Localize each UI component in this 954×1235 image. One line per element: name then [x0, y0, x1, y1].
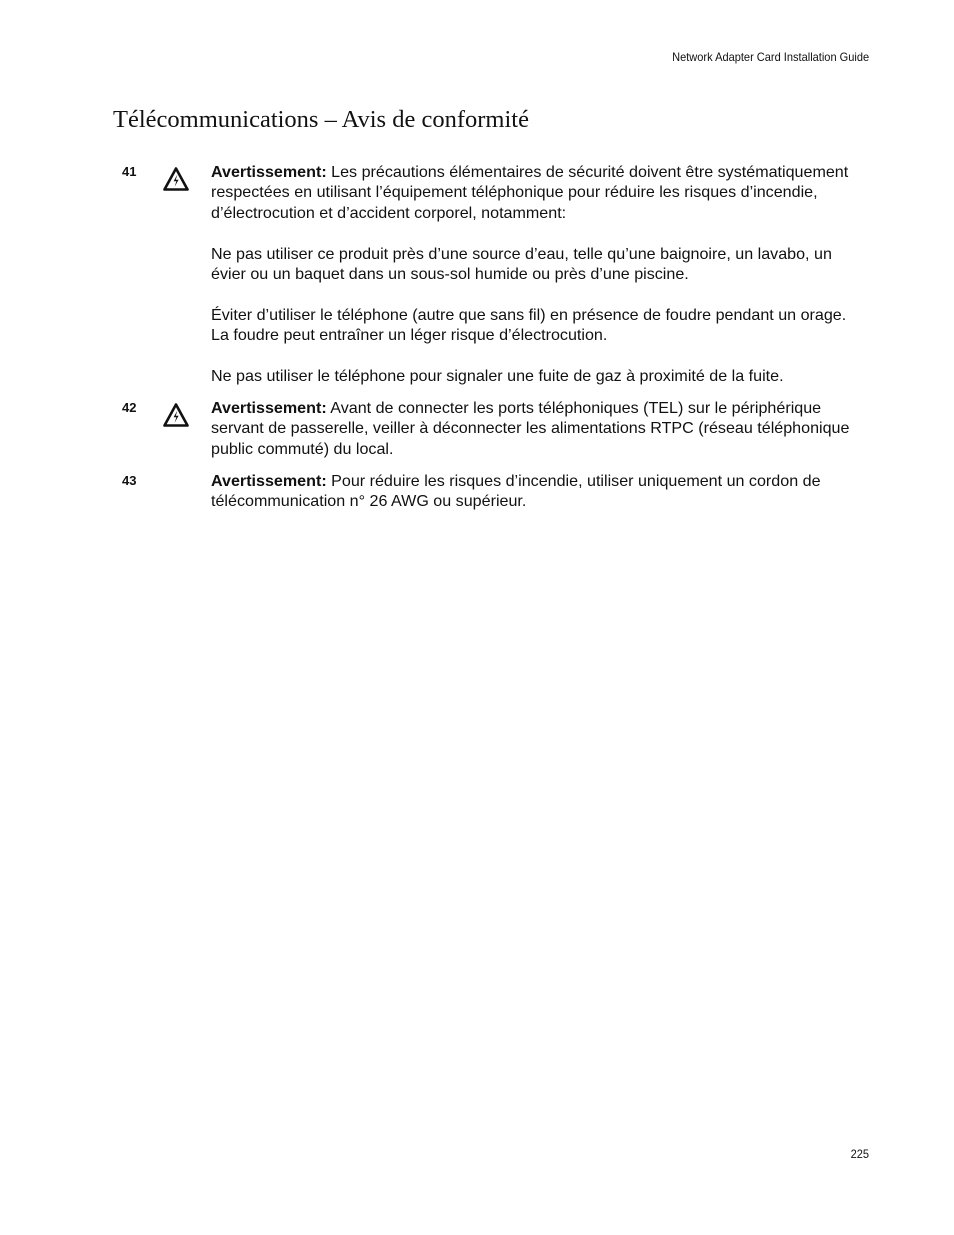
warning-intro: [211, 398, 861, 459]
warning-lead: Avertissement:: [211, 472, 327, 490]
page-title: Télécommunications – Avis de conformité: [113, 106, 529, 133]
warning-intro: [211, 162, 861, 223]
warning-body: [211, 162, 861, 387]
electrical-hazard-icon: [163, 403, 189, 427]
warning-intro: [211, 471, 861, 512]
warning-text: Pour réduire les risques d’incendie, utiliser uniquement un cordon de télécommunication n° 26 AWG ou supérieur.: [211, 472, 821, 511]
warning-paragraph: Ne pas utiliser le téléphone pour signaler une fuite de gaz à proximité de la fuite.: [211, 367, 784, 386]
warning-text: Les précautions élémentaires de sécurité doivent être systématiquement respectées en utilisant l’équipement téléphonique pour réduire les risques d’incendie, d’électrocution et d’accident corporel, notamment:: [211, 163, 849, 222]
warning-lead: Avertissement:: [211, 163, 327, 181]
warning-number: 43: [122, 473, 137, 488]
running-header: Network Adapter Card Installation Guide: [672, 50, 869, 64]
electrical-hazard-icon: [163, 167, 189, 191]
warning-text: Avant de connecter les ports téléphoniques (TEL) sur le périphérique servant de passerelle, veiller à déconnecter les alimentations RTPC (réseau téléphonique public commuté) du local.: [211, 399, 850, 458]
page-number: 225: [850, 1147, 869, 1161]
warning-paragraph: Éviter d’utiliser le téléphone (autre que sans fil) en présence de foudre pendant un orage. La foudre peut entraîner un léger risque d’électrocution.: [211, 306, 847, 345]
warning-number: 41: [122, 164, 137, 179]
warning-lead: Avertissement:: [211, 399, 327, 417]
warning-body: [211, 471, 861, 512]
warning-paragraph: Ne pas utiliser ce produit près d’une source d’eau, telle qu’une baignoire, un lavabo, un évier ou un baquet dans un sous-sol humide ou près d’une piscine.: [211, 244, 832, 284]
warning-number: 42: [122, 400, 137, 415]
warning-body: [211, 398, 861, 459]
